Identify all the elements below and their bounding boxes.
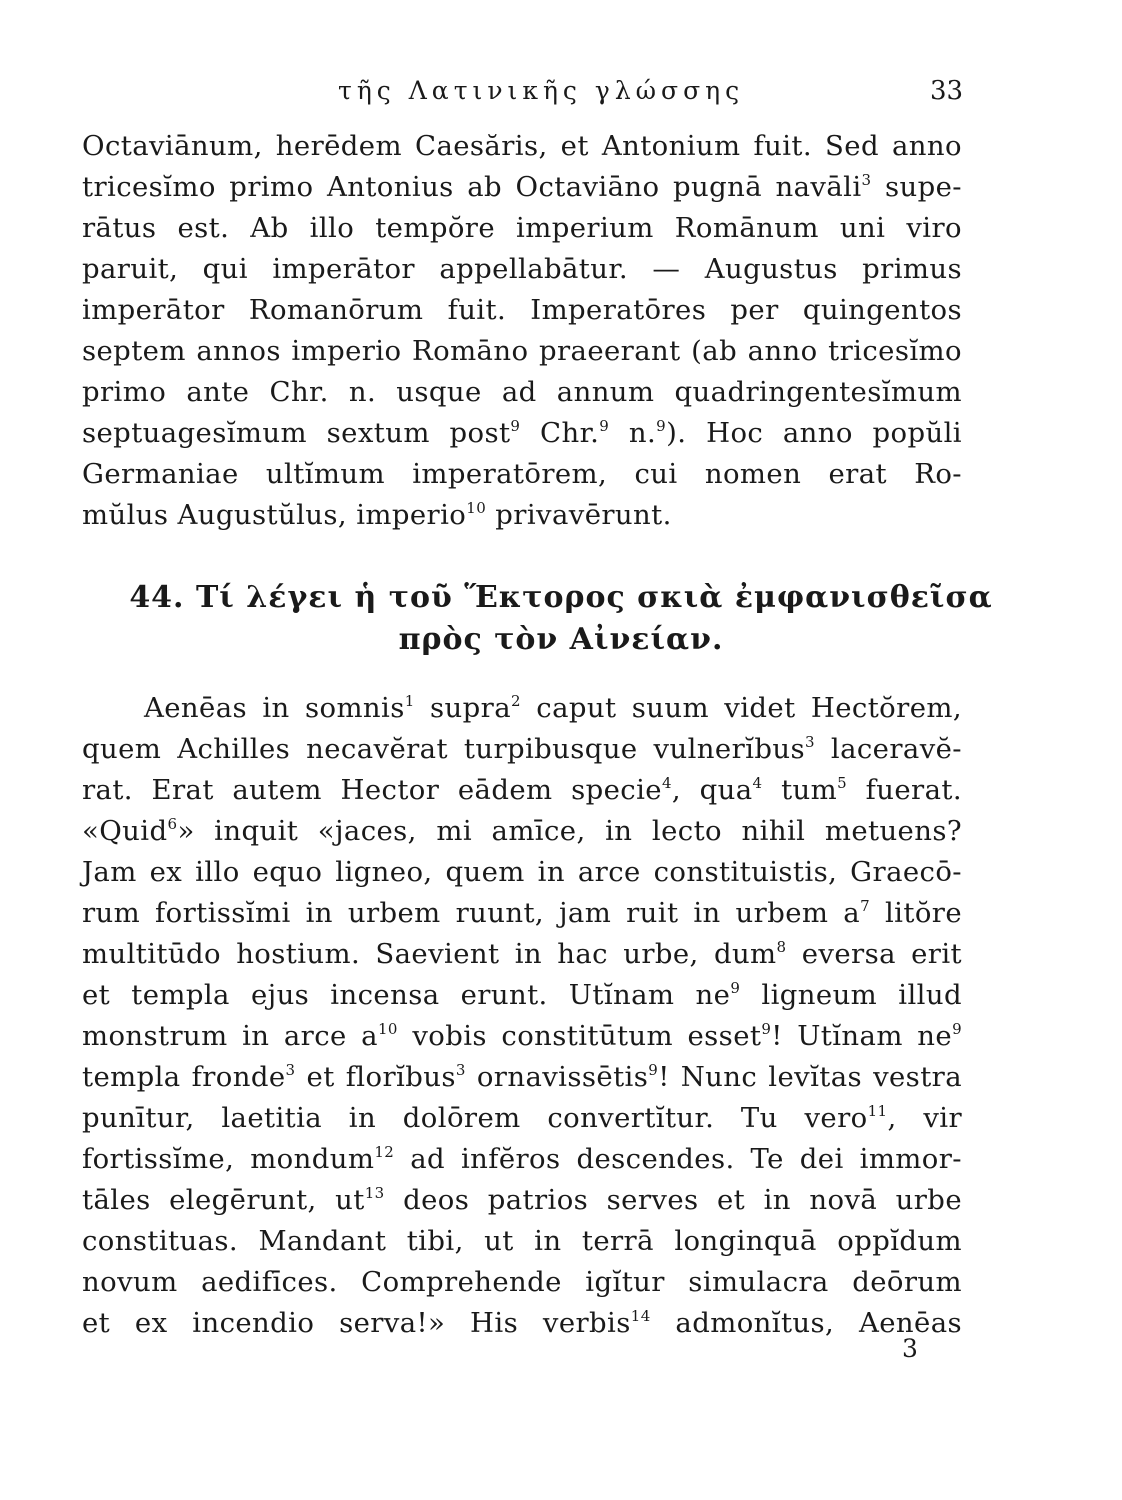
footnote-ref: 5 xyxy=(837,774,848,792)
text-run: Aenēas in somnis xyxy=(144,692,405,724)
text-run: , qua xyxy=(671,774,753,806)
footnote-ref: 3 xyxy=(804,733,815,751)
text-run: rum fortissĭmi in urbem ruunt, jam ruit in urbem a xyxy=(82,897,861,929)
text-run: constituas. Mandant tibi, ut in terrā longinquā oppĭdum xyxy=(82,1225,962,1257)
footnote-ref: 10 xyxy=(466,499,487,517)
text-line xyxy=(82,208,962,249)
text-line xyxy=(82,249,962,290)
text-line xyxy=(82,290,962,331)
text-line xyxy=(82,852,962,893)
text-line xyxy=(82,331,962,372)
text-run: » inquit «jaces, mi amīce, in lecto nihil metuens? xyxy=(177,815,962,847)
text-line xyxy=(82,372,962,413)
footnote-ref: 9 xyxy=(656,417,667,435)
footnote-ref: 3 xyxy=(455,1061,466,1079)
text-run: novum aedifīces. Comprehende igĭtur simulacra deōrum xyxy=(82,1266,962,1298)
text-run: admonĭtus, Aenēas xyxy=(650,1307,962,1339)
text-line xyxy=(82,495,962,536)
text-run: n. xyxy=(609,417,657,449)
text-run: et templa ejus incensa erunt. Utĭnam ne xyxy=(82,979,731,1011)
text-run: multitūdo hostium. Saevient in hac urbe, dum xyxy=(82,938,777,970)
signature-mark: 3 xyxy=(902,1334,918,1363)
text-run: tāles elegērunt, ut xyxy=(82,1184,365,1216)
text-run: mŭlus Augustŭlus, imperio xyxy=(82,499,467,531)
text-run: rātus est. Ab illo tempŏre imperium Romānum uni viro xyxy=(82,212,962,244)
footnote-ref: 14 xyxy=(630,1307,651,1325)
text-run: litŏre xyxy=(870,897,962,929)
footnote-ref: 1 xyxy=(404,692,415,710)
text-run: ! Utĭnam ne xyxy=(771,1020,953,1052)
text-run: privavērunt. xyxy=(486,499,672,531)
paragraph-hector-ghost xyxy=(82,688,962,1344)
text-run: septem annos imperio Romāno praeerant (ab anno tricesĭmo xyxy=(82,335,962,367)
text-line xyxy=(82,975,962,1016)
footnote-ref: 3 xyxy=(861,171,872,189)
text-run: vobis constitūtum esset xyxy=(397,1020,762,1052)
footnote-ref: 4 xyxy=(661,774,672,792)
footnote-ref: 11 xyxy=(867,1102,888,1120)
running-title: τῆς Λατινικῆς γλώσσης xyxy=(338,76,745,105)
text-run: Chr. xyxy=(520,417,600,449)
text-run: deos patrios serves et in novā urbe xyxy=(384,1184,962,1216)
text-run: rat. Erat autem Hector eādem specie xyxy=(82,774,662,806)
text-run: laceravĕ- xyxy=(814,733,962,765)
footnote-ref: 10 xyxy=(377,1020,398,1038)
text-line xyxy=(82,934,962,975)
text-run: ornavissētis xyxy=(465,1061,649,1093)
text-run: eversa erit xyxy=(786,938,962,970)
text-line xyxy=(82,893,962,934)
text-line xyxy=(82,413,962,454)
text-run: quem Achilles necavĕrat turpibusque vulnerĭbus xyxy=(82,733,805,765)
text-line xyxy=(82,1057,962,1098)
text-run: templa fronde xyxy=(82,1061,286,1093)
text-run: «Quid xyxy=(82,815,168,847)
text-run: caput suum videt Hectŏrem, xyxy=(520,692,962,724)
footnote-ref: 12 xyxy=(374,1143,395,1161)
text-line xyxy=(82,454,962,495)
text-run: primo ante Chr. n. usque ad annum quadringentesĭmum xyxy=(82,376,962,408)
footnote-ref: 9 xyxy=(761,1020,772,1038)
footnote-ref: 4 xyxy=(752,774,763,792)
text-run: ad infĕros descendes. Te dei immor- xyxy=(394,1143,962,1175)
footnote-ref: 3 xyxy=(285,1061,296,1079)
text-line xyxy=(82,729,962,770)
text-run: supra xyxy=(414,692,511,724)
text-run: Germaniae ultĭmum imperatōrem, cui nomen erat Ro- xyxy=(82,458,962,490)
text-run: septuagesĭmum sextum post xyxy=(82,417,511,449)
footnote-ref: 8 xyxy=(776,938,787,956)
footnote-ref: 9 xyxy=(952,1020,963,1038)
footnote-ref: 9 xyxy=(599,417,610,435)
text-run: et florĭbus xyxy=(295,1061,456,1093)
text-run: , vir xyxy=(887,1102,963,1134)
text-line xyxy=(82,811,962,852)
text-line xyxy=(82,688,962,729)
text-line xyxy=(82,1180,962,1221)
section-heading-line-1: 44. Τί λέγει ἡ τοῦ Ἕκτορος σκιὰ ἐμφανισθεῖσα xyxy=(129,580,993,615)
text-line xyxy=(82,1016,962,1057)
footnote-ref: 2 xyxy=(511,692,521,710)
footnote-ref: 9 xyxy=(648,1061,659,1079)
text-line xyxy=(82,1098,962,1139)
text-run: Octaviānum, herēdem Caesăris, et Antonium fuit. Sed anno xyxy=(82,130,962,162)
text-line xyxy=(82,126,962,167)
running-head xyxy=(0,74,1122,114)
text-run: paruit, qui imperātor appellabātur. — Augustus primus xyxy=(82,253,962,285)
text-run: fortissĭme, mondum xyxy=(82,1143,375,1175)
text-line xyxy=(82,1303,962,1344)
text-run: ! Nunc levĭtas vestra xyxy=(658,1061,962,1093)
footnote-ref: 6 xyxy=(167,815,178,833)
text-run: monstrum in arce a xyxy=(82,1020,378,1052)
text-run: supe- xyxy=(871,171,962,203)
text-line xyxy=(82,167,962,208)
footnote-ref: 9 xyxy=(730,979,741,997)
text-run: Jam ex illo equo ligneo, quem in arce constituistis, Graecō- xyxy=(82,856,962,888)
text-run: tricesĭmo primo Antonius ab Octaviāno pugnā navāli xyxy=(82,171,862,203)
text-run: punītur, laetitia in dolōrem convertĭtur. Tu vero xyxy=(82,1102,868,1134)
text-run: imperātor Romanōrum fuit. Imperatōres per quingentos xyxy=(82,294,962,326)
footnote-ref: 13 xyxy=(364,1184,385,1202)
text-line xyxy=(82,1139,962,1180)
text-line xyxy=(82,1221,962,1262)
section-heading xyxy=(0,577,1122,661)
section-heading-line-2: πρὸς τὸν Αἰνείαν. xyxy=(398,622,724,657)
text-run: ligneum illud xyxy=(740,979,962,1011)
footnote-ref: 7 xyxy=(860,897,871,915)
page-number: 33 xyxy=(930,76,964,106)
text-run: tum xyxy=(762,774,838,806)
text-run: ). Hoc anno popŭli xyxy=(666,417,962,449)
text-line xyxy=(82,1262,962,1303)
paragraph-roman-emperors xyxy=(82,126,962,536)
footnote-ref: 9 xyxy=(510,417,521,435)
text-line xyxy=(82,770,962,811)
text-run: fuerat. xyxy=(847,774,962,806)
text-run: et ex incendio serva!» His verbis xyxy=(82,1307,631,1339)
